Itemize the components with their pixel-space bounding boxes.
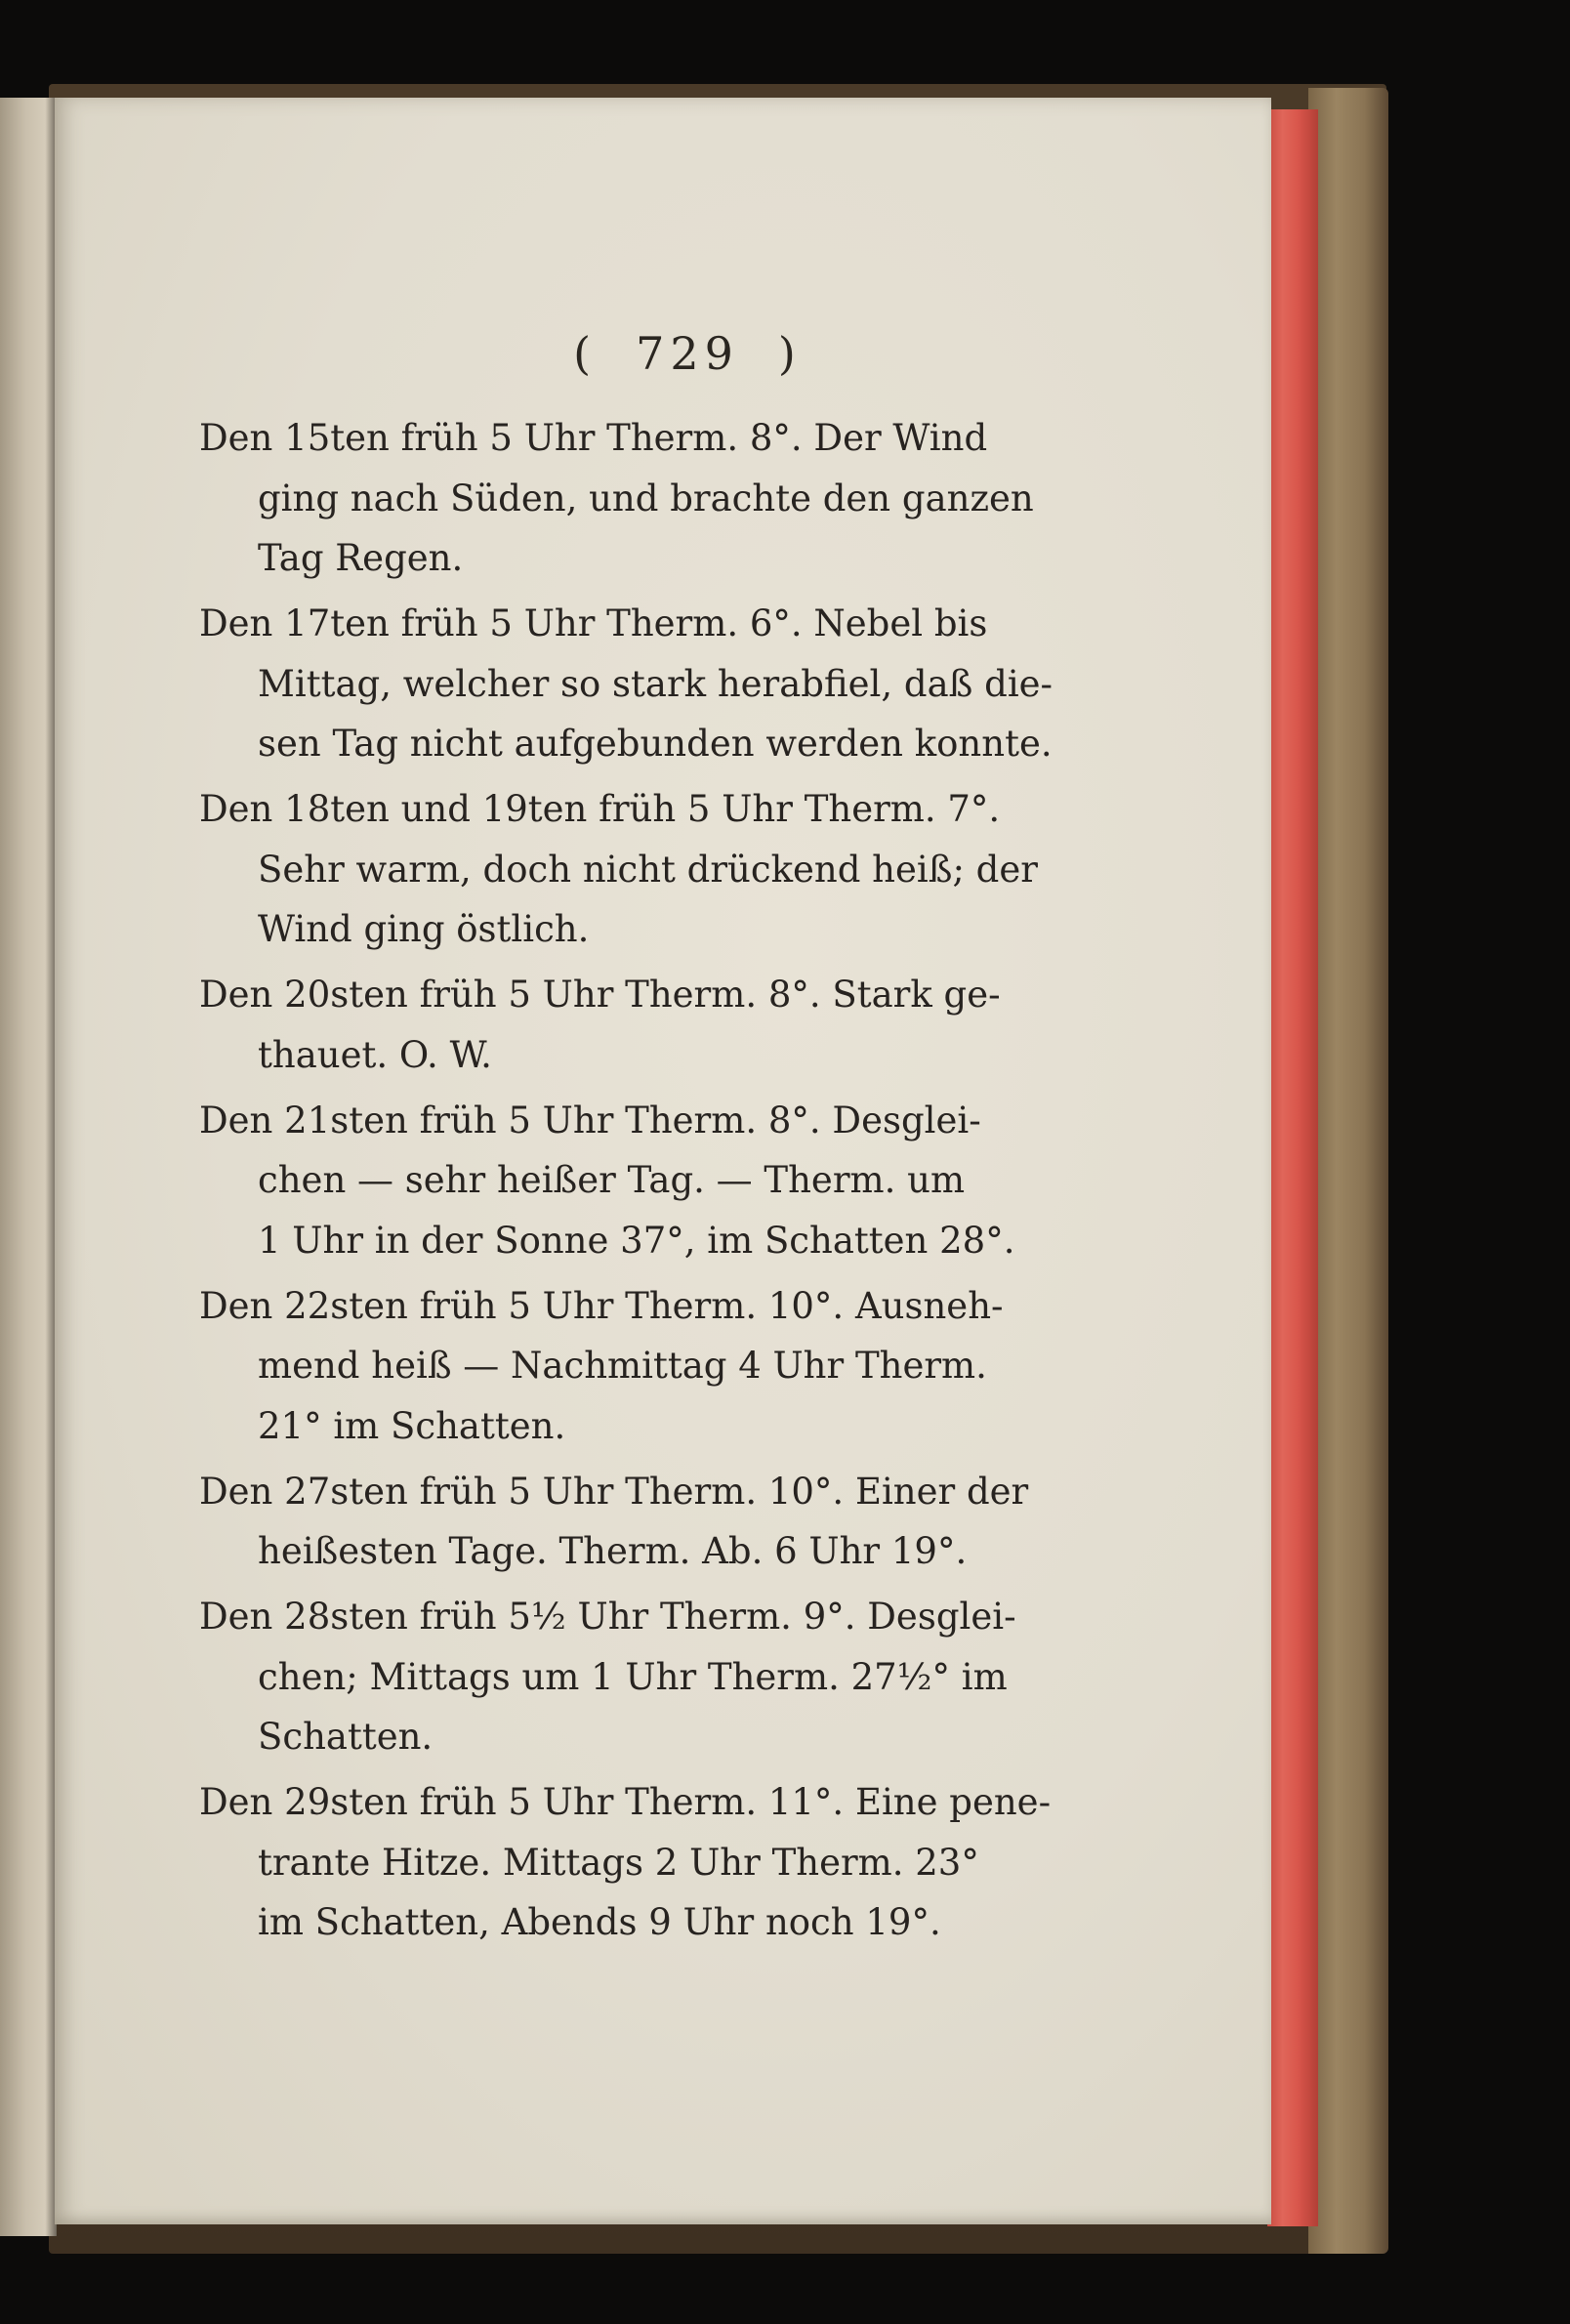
entry-first-line: Den 29sten früh 5 Uhr Therm. 11°. Eine pene- bbox=[199, 1781, 1052, 1823]
diary-entry bbox=[199, 408, 1107, 589]
entry-continuation-line: chen — sehr heißer Tag. — Therm. um bbox=[258, 1159, 966, 1201]
entry-continuation-line: ging nach Süden, und brachte den ganzen bbox=[258, 477, 1034, 519]
entry-continuation-line: Schatten. bbox=[258, 1716, 434, 1758]
entry-continuation-line: thauet. O. W. bbox=[258, 1033, 492, 1076]
entry-continuation-line: chen; Mittags um 1 Uhr Therm. 27½° im bbox=[258, 1655, 1008, 1698]
diary-entry bbox=[199, 1772, 1107, 1953]
header-close-paren: ) bbox=[777, 327, 802, 380]
entry-continuation-line: sen Tag nicht aufgebunden werden konnte. bbox=[258, 723, 1053, 765]
entry-continuation-line: heißesten Tage. Therm. Ab. 6 Uhr 19°. bbox=[258, 1530, 968, 1572]
entry-continuation-line: 1 Uhr in der Sonne 37°, im Schatten 28°. bbox=[258, 1219, 1015, 1262]
entry-continuation-line: Sehr warm, doch nicht drückend heiß; der bbox=[258, 848, 1038, 891]
diary-entry bbox=[199, 965, 1107, 1085]
diary-entry bbox=[199, 594, 1107, 774]
entry-continuation-line: trante Hitze. Mittags 2 Uhr Therm. 23° bbox=[258, 1841, 979, 1884]
diary-entry bbox=[199, 1587, 1107, 1767]
entry-first-line: Den 18ten und 19ten früh 5 Uhr Therm. 7°. bbox=[199, 788, 1001, 830]
book-page bbox=[55, 98, 1271, 2224]
diary-entry bbox=[199, 1091, 1107, 1271]
diary-entries bbox=[199, 408, 1107, 1958]
entry-first-line: Den 15ten früh 5 Uhr Therm. 8°. Der Wind bbox=[199, 417, 988, 459]
entry-continuation-line: 21° im Schatten. bbox=[258, 1404, 566, 1447]
entry-first-line: Den 21sten früh 5 Uhr Therm. 8°. Desglei- bbox=[199, 1099, 981, 1141]
entry-continuation-line: Wind ging östlich. bbox=[258, 908, 590, 950]
diary-entry bbox=[199, 1276, 1107, 1457]
entry-continuation-line: Mittag, welcher so stark herabfiel, daß die- bbox=[258, 662, 1054, 705]
diary-entry bbox=[199, 1462, 1107, 1582]
entry-first-line: Den 28sten früh 5½ Uhr Therm. 9°. Desglei- bbox=[199, 1596, 1016, 1638]
diary-entry bbox=[199, 779, 1107, 960]
entry-first-line: Den 20sten früh 5 Uhr Therm. 8°. Stark ge- bbox=[199, 974, 1001, 1016]
entry-continuation-line: im Schatten, Abends 9 Uhr noch 19°. bbox=[258, 1901, 941, 1943]
page-number: 729 bbox=[636, 327, 739, 380]
entry-first-line: Den 22sten früh 5 Uhr Therm. 10°. Ausneh- bbox=[199, 1284, 1004, 1327]
page-header bbox=[79, 327, 1296, 380]
left-page-edge bbox=[0, 98, 57, 2236]
entry-continuation-line: mend heiß — Nachmittag 4 Uhr Therm. bbox=[258, 1345, 987, 1387]
header-open-paren: ( bbox=[573, 327, 598, 380]
entry-first-line: Den 27sten früh 5 Uhr Therm. 10°. Einer der bbox=[199, 1470, 1029, 1513]
cover-edge bbox=[1308, 88, 1388, 2254]
entry-continuation-line: Tag Regen. bbox=[258, 537, 464, 579]
entry-first-line: Den 17ten früh 5 Uhr Therm. 6°. Nebel bis bbox=[199, 602, 988, 644]
red-page-edge bbox=[1267, 109, 1318, 2226]
